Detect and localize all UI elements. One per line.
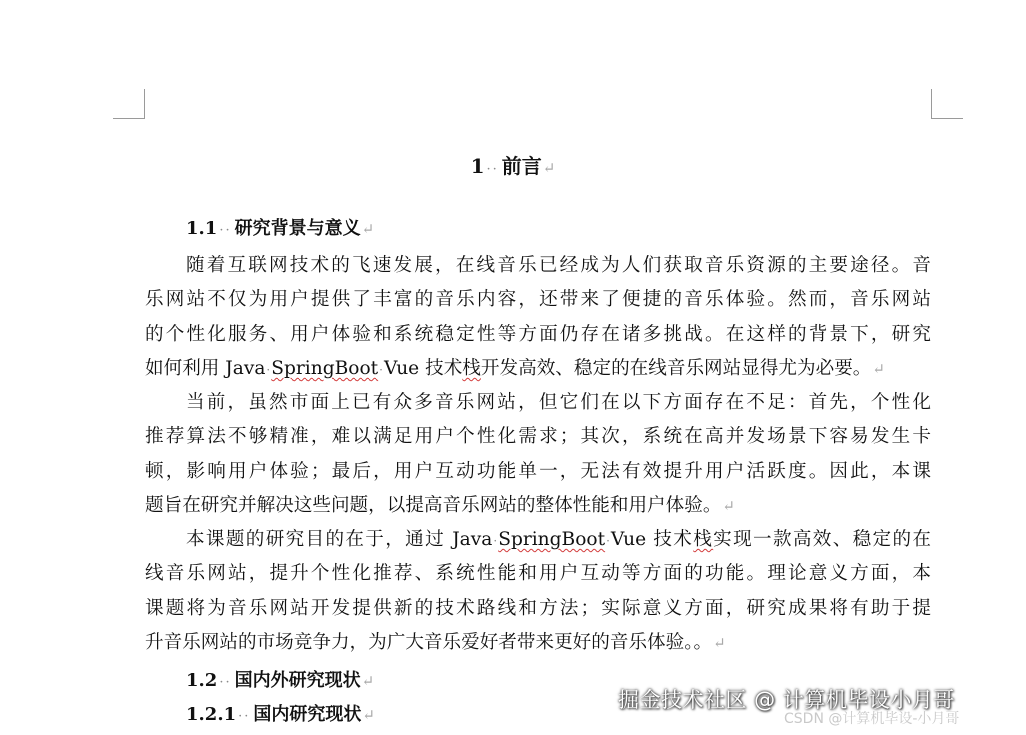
paragraph-mark: ↵ xyxy=(722,496,735,515)
paragraph-background[interactable] xyxy=(145,249,931,386)
space-mark: · xyxy=(493,534,498,548)
paragraph-mark: ↵ xyxy=(713,633,726,652)
space-mark: · xyxy=(379,362,383,377)
paragraph-line: 随着互联网技术的飞速发展，在线音乐已经成为人们获取音乐资源的主要途径。音 xyxy=(186,255,931,276)
paragraph-line xyxy=(145,626,931,660)
paragraph-line: 推荐算法不够精准，难以满足用户个性化需求；其次，系统在高并发场景下容易发生卡 xyxy=(145,426,931,448)
paragraph-line xyxy=(145,489,931,523)
text-run: Vue 技术 xyxy=(383,357,463,379)
section-title: 研究背景与意义 xyxy=(234,218,361,239)
chapter-title[interactable] xyxy=(0,150,1026,186)
space-marks: ·· xyxy=(219,675,232,690)
juejin-watermark: 掘金技术社区 @ 计算机毕设小月哥 xyxy=(618,688,955,712)
chapter-number: 1 xyxy=(470,154,485,178)
space-marks: ·· xyxy=(238,709,251,724)
section-heading-1-2[interactable] xyxy=(186,666,374,698)
section-heading-1-1[interactable] xyxy=(186,214,374,246)
spellcheck-word[interactable]: 栈 xyxy=(693,529,714,550)
spellcheck-word[interactable]: SpringBoot xyxy=(271,357,379,379)
space-marks: ·· xyxy=(219,223,232,238)
paragraph-line xyxy=(145,523,931,557)
text-run: 本课题的研究目的在于，通过 Java xyxy=(186,529,493,550)
text-run: Vue 技术 xyxy=(610,529,694,550)
text-run: 实现一款高效、稳定的在 xyxy=(713,529,931,550)
paragraph-line: 当前，虽然市面上已有众多音乐网站，但它们在以下方面存在不足：首先，个性化 xyxy=(186,392,931,413)
csdn-watermark: CSDN @计算机毕设-小月哥 xyxy=(784,711,960,727)
spellcheck-word[interactable]: SpringBoot xyxy=(498,529,606,550)
paragraph-line: 课题将为音乐网站开发提供新的技术路线和方法；实际意义方面，研究成果将有助于提 xyxy=(145,597,931,619)
paragraph-mark: ↵ xyxy=(872,359,885,378)
space-mark: · xyxy=(606,534,610,548)
section-title: 国内研究现状 xyxy=(253,704,362,725)
paragraph-mark: ↵ xyxy=(542,159,556,177)
paragraph-line: 乐网站不仅为用户提供了丰富的音乐内容，还带来了便捷的音乐体验。然而，音乐网站 xyxy=(145,289,931,311)
paragraph-line: 的个性化服务、用户体验和系统稳定性等方面仍存在诸多挑战。在这样的背景下，研究 xyxy=(145,323,931,345)
chapter-title-text: 前言 xyxy=(501,154,542,178)
paragraph-shortcomings[interactable] xyxy=(145,386,931,523)
space-mark: · xyxy=(266,362,271,377)
paragraph-mark: ↵ xyxy=(362,706,375,724)
section-title: 国内外研究现状 xyxy=(234,670,361,691)
space-marks: ·· xyxy=(486,162,499,177)
text-run: 开发高效、稳定的在线音乐网站显得尤为必要。 xyxy=(480,357,872,379)
text-run: 升音乐网站的市场竞争力，为广大音乐爱好者带来更好的音乐体验。。 xyxy=(145,631,713,653)
spellcheck-word[interactable]: 栈 xyxy=(462,357,481,379)
paragraph-line: 线音乐网站，提升个性化推荐、系统性能和用户互动等方面的功能。理论意义方面，本 xyxy=(145,563,931,585)
text-run: 如何利用 Java xyxy=(145,357,266,379)
page-corner-mark-top-right xyxy=(931,89,963,119)
paragraph-mark: ↵ xyxy=(361,220,375,238)
section-number: 1.2.1 xyxy=(186,704,237,725)
paragraph-line xyxy=(145,352,931,386)
paragraph-line: 顿，影响用户体验；最后，用户互动功能单一，无法有效提升用户活跃度。因此，本课 xyxy=(145,460,931,482)
section-heading-1-2-1[interactable] xyxy=(186,700,375,732)
paragraph-purpose[interactable] xyxy=(145,523,931,660)
section-number: 1.1 xyxy=(186,218,218,239)
text-run: 题旨在研究并解决这些问题，以提高音乐网站的整体性能和用户体验。 xyxy=(145,494,722,516)
paragraph-mark: ↵ xyxy=(361,672,375,690)
section-number: 1.2 xyxy=(186,670,218,691)
page-corner-mark-top-left xyxy=(113,89,145,119)
